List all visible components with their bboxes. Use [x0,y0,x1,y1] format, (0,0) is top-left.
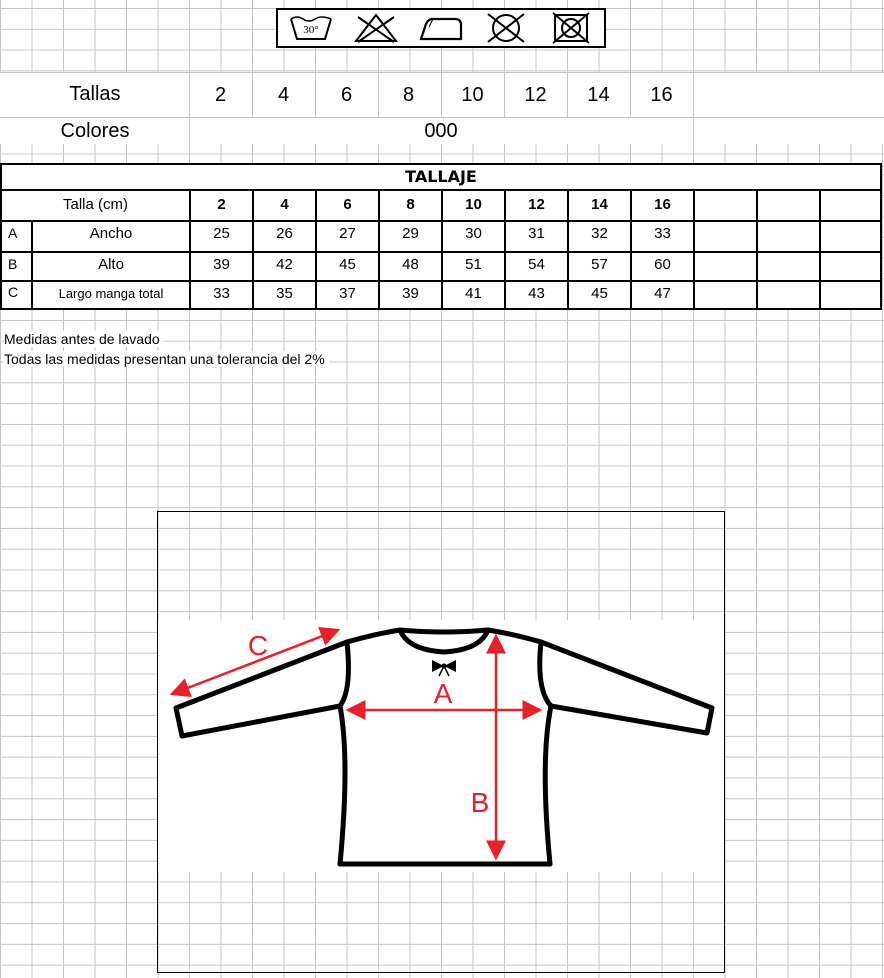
table-cell: 51 [465,256,482,273]
label-c: C [247,630,269,661]
wash-temperature: 30° [302,24,319,36]
row-name-alto: Alto [98,256,124,273]
colores-value: 000 [424,120,458,142]
table-cell: 25 [213,225,230,242]
size-header-14: 14 [587,84,610,106]
table-cell: 48 [402,256,419,273]
size-header-10: 10 [461,84,484,106]
label-a: A [433,678,453,709]
label-b: B [470,787,490,818]
talla-cm-header: Talla (cm) [62,196,128,213]
colores-label: Colores [60,120,130,142]
table-cell: 60 [654,256,671,273]
note-before-wash: Medidas antes de lavado [4,331,164,347]
tallaje-size-16: 16 [654,196,671,213]
table-cell: 35 [276,285,293,302]
table-cell: 42 [276,256,293,273]
size-header-12: 12 [524,84,547,106]
tallaje-size-12: 12 [528,196,545,213]
table-cell: 54 [528,256,545,273]
tallaje-size-10: 10 [465,196,482,213]
tallaje-size-4: 4 [280,196,289,213]
table-cell: 45 [339,256,356,273]
table-cell: 39 [213,256,230,273]
size-header-8: 8 [402,84,415,106]
tallaje-size-6: 6 [343,196,352,213]
table-cell: 39 [402,285,419,302]
table-cell: 33 [654,225,671,242]
table-cell: 45 [591,285,608,302]
table-cell: 43 [528,285,545,302]
tallaje-size-2: 2 [217,196,226,213]
row-name-largo-manga-total: Largo manga total [58,286,164,301]
table-cell: 29 [402,225,419,242]
size-header-4: 4 [277,84,290,106]
row-name-ancho: Ancho [89,225,133,242]
table-cell: 57 [591,256,608,273]
size-header-16: 16 [650,84,673,106]
table-cell: 31 [528,225,545,242]
tallaje-size-14: 14 [591,196,608,213]
row-code-b: B [8,256,18,272]
table-cell: 47 [654,285,671,302]
table-cell: 41 [465,285,482,302]
tallaje-size-8: 8 [406,196,415,213]
note-tolerance: Todas las medidas presentan una tolerancia del 2% [4,351,329,367]
table-cell: 37 [339,285,356,302]
table-cell: 33 [213,285,230,302]
size-header-6: 6 [340,84,353,106]
table-cell: 32 [591,225,608,242]
bow-icon [432,660,456,676]
size-header-2: 2 [214,84,227,106]
tallas-label: Tallas [69,83,121,105]
table-cell: 30 [465,225,482,242]
tallaje-title: TALLAJE [2,165,880,191]
row-code-c: C [8,284,19,300]
table-cell: 27 [339,225,356,242]
table-cell: 26 [276,225,293,242]
row-code-a: A [8,225,18,241]
